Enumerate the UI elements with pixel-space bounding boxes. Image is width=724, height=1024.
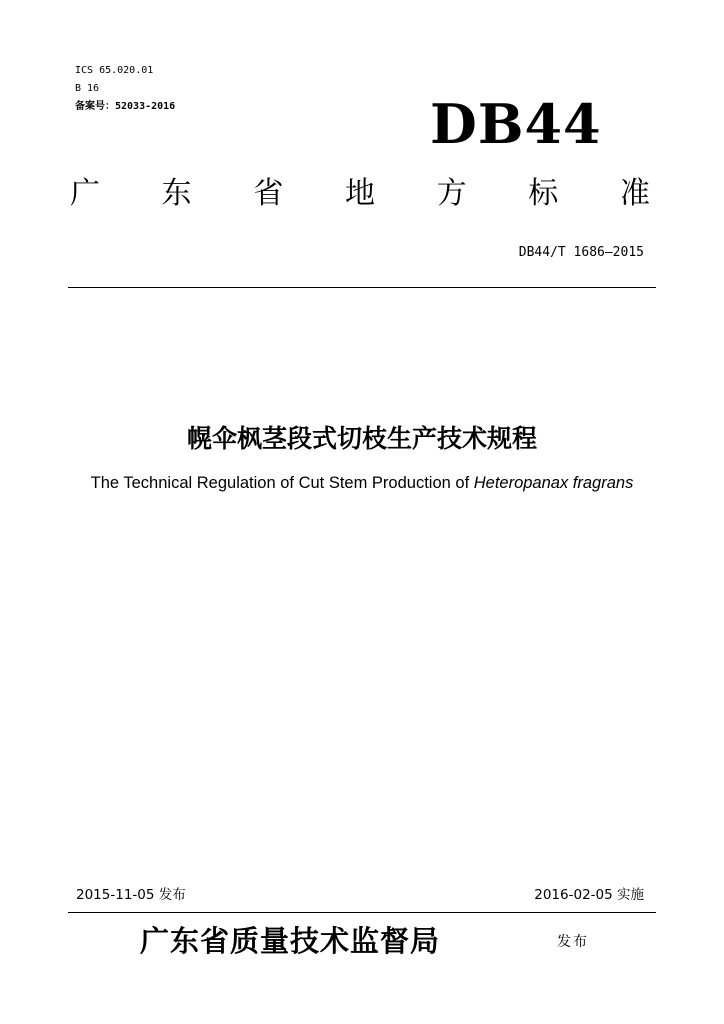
issuer-suffix: 发布 xyxy=(557,934,589,950)
standard-type-char: 地 xyxy=(344,176,375,211)
issue-date: 2015-11-05 发布 xyxy=(76,887,186,903)
title-english xyxy=(0,472,724,494)
standard-type-char: 省 xyxy=(253,176,284,211)
ics-code: ICS 65.020.01 xyxy=(75,65,154,76)
bottom-divider xyxy=(68,912,656,913)
implementation-date: 2016-02-05 实施 xyxy=(534,887,644,903)
title-english-species: Heteropanax fragrans xyxy=(473,474,634,492)
title-english-prefix: The Technical Regulation of Cut Stem Production of xyxy=(90,474,474,492)
record-number: 备案号：52033-2016 xyxy=(75,101,176,112)
standard-type-char: 标 xyxy=(528,176,559,211)
standard-number: DB44/T 1686—2015 xyxy=(518,245,644,260)
title-chinese: 幌伞枫茎段式切枝生产技术规程 xyxy=(186,424,537,453)
classification-code: B 16 xyxy=(75,83,100,94)
standard-type-char: 准 xyxy=(619,176,650,211)
standard-type-char: 广 xyxy=(70,176,100,211)
db44-logo: DB44 xyxy=(430,92,602,156)
standard-type-char: 方 xyxy=(436,176,467,211)
standard-type-char: 东 xyxy=(161,176,192,211)
standard-type-heading xyxy=(70,170,650,218)
issuing-authority: 广东省质量技术监督局 xyxy=(140,924,441,958)
top-divider xyxy=(68,287,656,288)
